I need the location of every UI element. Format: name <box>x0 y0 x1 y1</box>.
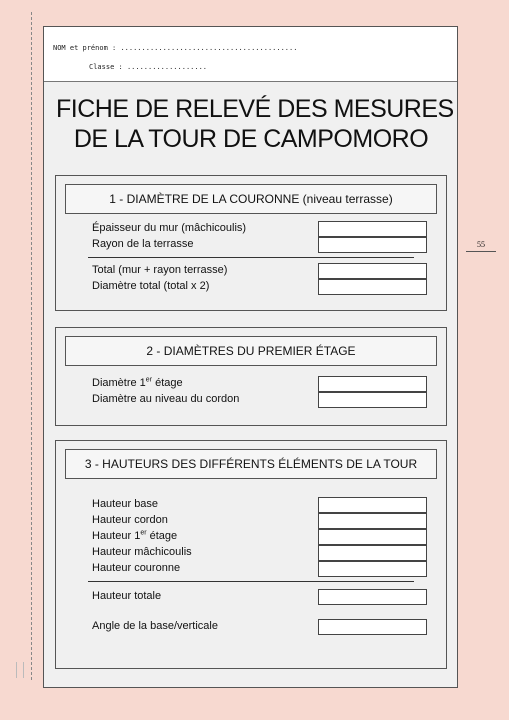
input-cordon-diameter[interactable] <box>318 392 427 408</box>
class-label: Classe : <box>89 63 123 71</box>
section-crown-diameter <box>55 175 447 311</box>
page-number: 55 <box>466 240 496 252</box>
input-wall-thickness[interactable] <box>318 221 427 237</box>
worksheet-content <box>44 82 457 687</box>
row-label: Diamètre total (total x 2) <box>92 280 210 292</box>
input-crown-height[interactable] <box>318 561 427 577</box>
fold-line <box>31 12 32 680</box>
name-dotted-field[interactable]: .......................................... <box>120 44 298 52</box>
name-line <box>53 44 297 52</box>
row-label: Diamètre au niveau du cordon <box>92 393 240 405</box>
title-line-2: DE LA TOUR DE CAMPOMORO <box>73 125 429 153</box>
row-first-floor-height <box>82 529 422 544</box>
input-total-diameter[interactable] <box>318 279 427 295</box>
section-first-floor-diameters <box>55 327 447 426</box>
row-label: Diamètre 1er étage <box>92 376 183 389</box>
name-label: NOM et prénom : <box>53 44 117 52</box>
row-label: Hauteur cordon <box>92 514 168 526</box>
row-label: Hauteur totale <box>92 590 162 602</box>
row-machicolation-height <box>82 545 422 560</box>
input-terrace-radius[interactable] <box>318 237 427 253</box>
title-line-1: FICHE DE RELEVÉ DES MESURES <box>56 95 454 123</box>
row-label: Hauteur 1er étage <box>92 529 178 542</box>
row-crown-height <box>82 561 422 576</box>
separator-line <box>88 581 414 582</box>
input-base-height[interactable] <box>318 497 427 513</box>
row-label: Total (mur + rayon terrasse) <box>92 264 228 276</box>
row-wall-thickness <box>82 221 422 236</box>
row-total-diameter <box>82 279 422 294</box>
row-cordon-diameter <box>82 392 422 407</box>
student-info-header <box>44 27 457 82</box>
row-total <box>82 263 422 278</box>
input-machicolation-height[interactable] <box>318 545 427 561</box>
row-label: Hauteur base <box>92 498 159 510</box>
row-base-height <box>82 497 422 512</box>
input-first-floor-diameter[interactable] <box>318 376 427 392</box>
separator-line <box>88 257 414 258</box>
worksheet <box>43 26 458 688</box>
row-total-height <box>82 589 422 604</box>
class-dotted-field[interactable]: ................... <box>126 63 208 71</box>
row-cordon-height <box>82 513 422 528</box>
page-title <box>56 94 454 154</box>
section-1-heading: 1 - DIAMÈTRE DE LA COURONNE (niveau terrasse) <box>65 184 437 214</box>
section-2-heading: 2 - DIAMÈTRES DU PREMIER ÉTAGE <box>65 336 437 366</box>
input-cordon-height[interactable] <box>318 513 427 529</box>
row-label: Rayon de la terrasse <box>92 238 194 250</box>
side-mark <box>16 662 24 678</box>
input-base-angle[interactable] <box>318 619 427 635</box>
class-line <box>89 63 207 71</box>
row-label: Angle de la base/verticale <box>92 620 218 632</box>
input-total[interactable] <box>318 263 427 279</box>
section-3-heading: 3 - HAUTEURS DES DIFFÉRENTS ÉLÉMENTS DE LA TOUR <box>65 449 437 479</box>
row-terrace-radius <box>82 237 422 252</box>
input-first-floor-height[interactable] <box>318 529 427 545</box>
row-first-floor-diameter <box>82 376 422 391</box>
row-label: Hauteur mâchicoulis <box>92 546 192 558</box>
input-total-height[interactable] <box>318 589 427 605</box>
row-label: Épaisseur du mur (mâchicoulis) <box>92 222 247 234</box>
row-label: Hauteur couronne <box>92 562 181 574</box>
row-base-angle <box>82 619 422 634</box>
section-tower-heights <box>55 440 447 669</box>
